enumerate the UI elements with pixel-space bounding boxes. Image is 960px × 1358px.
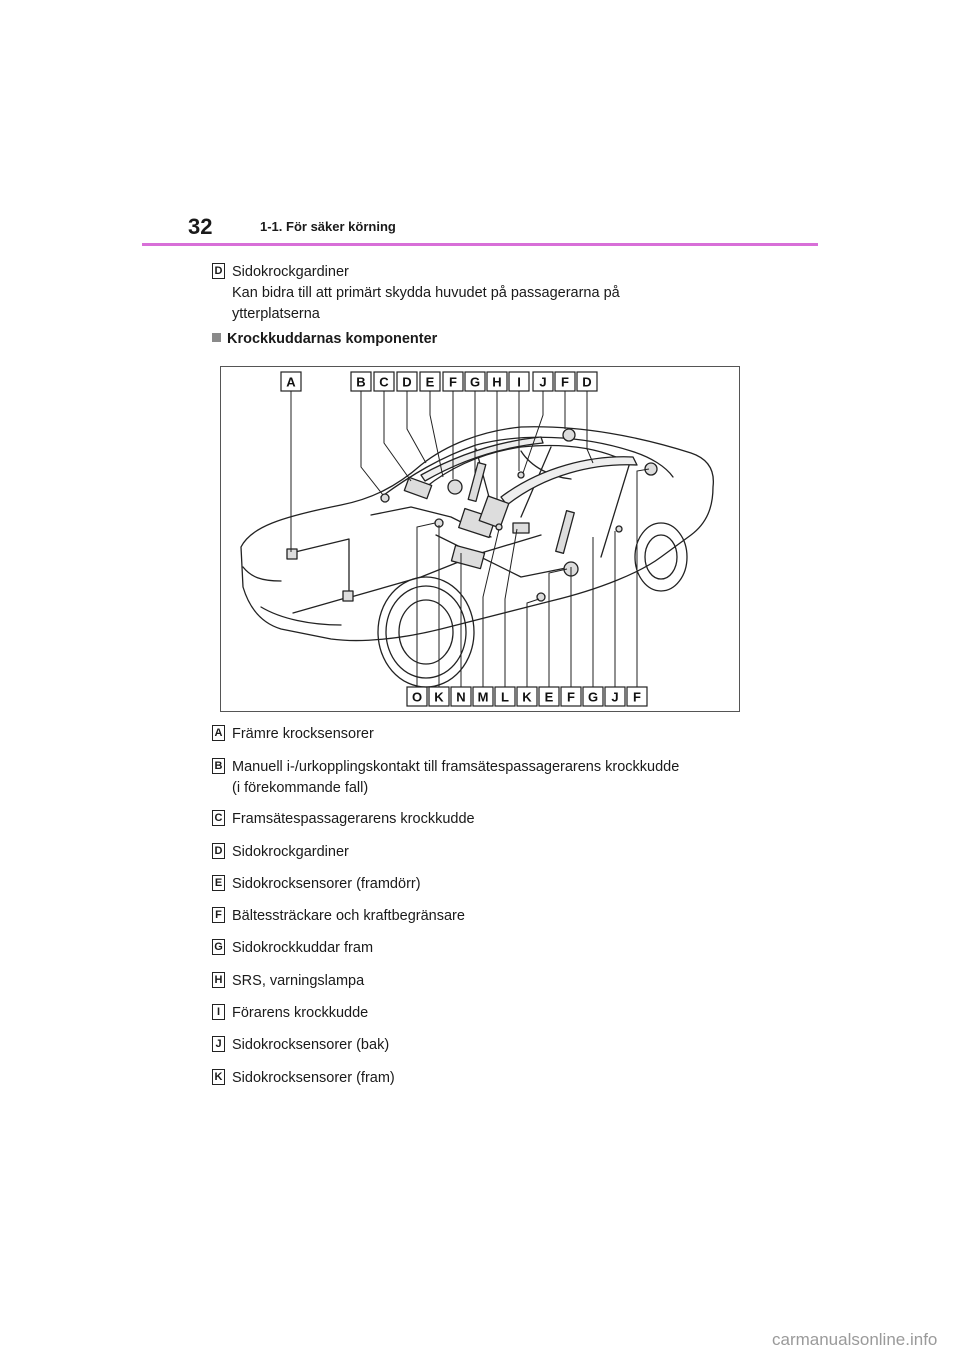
figure-top-label-10: F <box>561 374 569 390</box>
section-title: 1-1. För säker körning <box>260 219 396 234</box>
figure-top-label-9: J <box>539 374 547 390</box>
figure-top-label-4: E <box>425 374 435 390</box>
legend-badge: C <box>212 810 225 826</box>
legend-text: Framsätespassagerarens krockkudde <box>232 811 475 827</box>
legend-text: Manuell i-/urkopplingskontakt till framsätespassagerarens krockkudde <box>232 759 680 775</box>
figure-bottom-label-6: E <box>544 689 554 705</box>
item-description-line1: Kan bidra till att primärt skydda huvudet på passagerarna på <box>232 285 620 301</box>
figure-bottom-label-2: N <box>456 689 466 705</box>
legend-badge: D <box>212 843 225 859</box>
page-number: 32 <box>188 214 213 239</box>
square-bullet-icon <box>212 333 221 342</box>
legend-badge: E <box>212 875 225 891</box>
legend-text: Sidokrocksensorer (fram) <box>232 1070 395 1086</box>
legend-badge: I <box>212 1004 225 1020</box>
legend-text: Sidokrockkuddar fram <box>232 940 374 956</box>
figure-bottom-label-8: G <box>587 689 599 705</box>
figure-bottom-label-0: O <box>411 689 423 705</box>
figure-bottom-label-9: J <box>611 689 619 705</box>
figure-bottom-label-7: F <box>567 689 575 705</box>
legend-text: Sidokrockgardiner <box>232 844 349 860</box>
figure-top-label-2: C <box>379 374 389 390</box>
figure-top-label-1: B <box>356 374 366 390</box>
figure-top-label-0: A <box>286 374 296 390</box>
figure-top-label-6: G <box>469 374 481 390</box>
item-description-line2: ytterplatserna <box>232 306 320 322</box>
legend-text: Förarens krockkudde <box>232 1005 369 1021</box>
figure-bottom-label-3: M <box>477 689 489 705</box>
watermark: carmanualsonline.info <box>772 1330 938 1349</box>
components-heading-text: Krockkuddarnas komponenter <box>227 331 438 347</box>
legend-badge: F <box>212 907 225 923</box>
figure-bottom-label-5: K <box>522 689 532 705</box>
header-divider <box>142 243 818 246</box>
legend-text: (i förekommande fall) <box>232 780 369 796</box>
legend-badge: A <box>212 725 225 741</box>
figure-top-label-7: H <box>492 374 502 390</box>
legend-badge: H <box>212 972 225 988</box>
legend-badge: K <box>212 1069 225 1085</box>
airbag-components-figure <box>220 366 740 712</box>
legend-badge: J <box>212 1036 225 1052</box>
legend-text: Främre krocksensorer <box>232 726 374 742</box>
item-badge: D <box>212 263 225 279</box>
figure-bottom-label-4: L <box>501 689 509 705</box>
figure-top-label-5: F <box>449 374 457 390</box>
components-heading <box>212 331 437 347</box>
figure-top-label-3: D <box>402 374 412 390</box>
legend-text: Bältessträckare och kraftbegränsare <box>232 908 465 924</box>
figure-top-label-8: I <box>517 374 521 390</box>
legend-text: Sidokrocksensorer (bak) <box>232 1037 390 1053</box>
item-title: Sidokrockgardiner <box>232 264 349 280</box>
figure-top-label-11: D <box>582 374 592 390</box>
car-illustration <box>221 367 739 711</box>
legend-badge: B <box>212 758 225 774</box>
figure-bottom-label-1: K <box>434 689 444 705</box>
legend-text: SRS, varningslampa <box>232 973 365 989</box>
figure-bottom-label-10: F <box>633 689 641 705</box>
legend-text: Sidokrocksensorer (framdörr) <box>232 876 421 892</box>
legend-badge: G <box>212 939 225 955</box>
